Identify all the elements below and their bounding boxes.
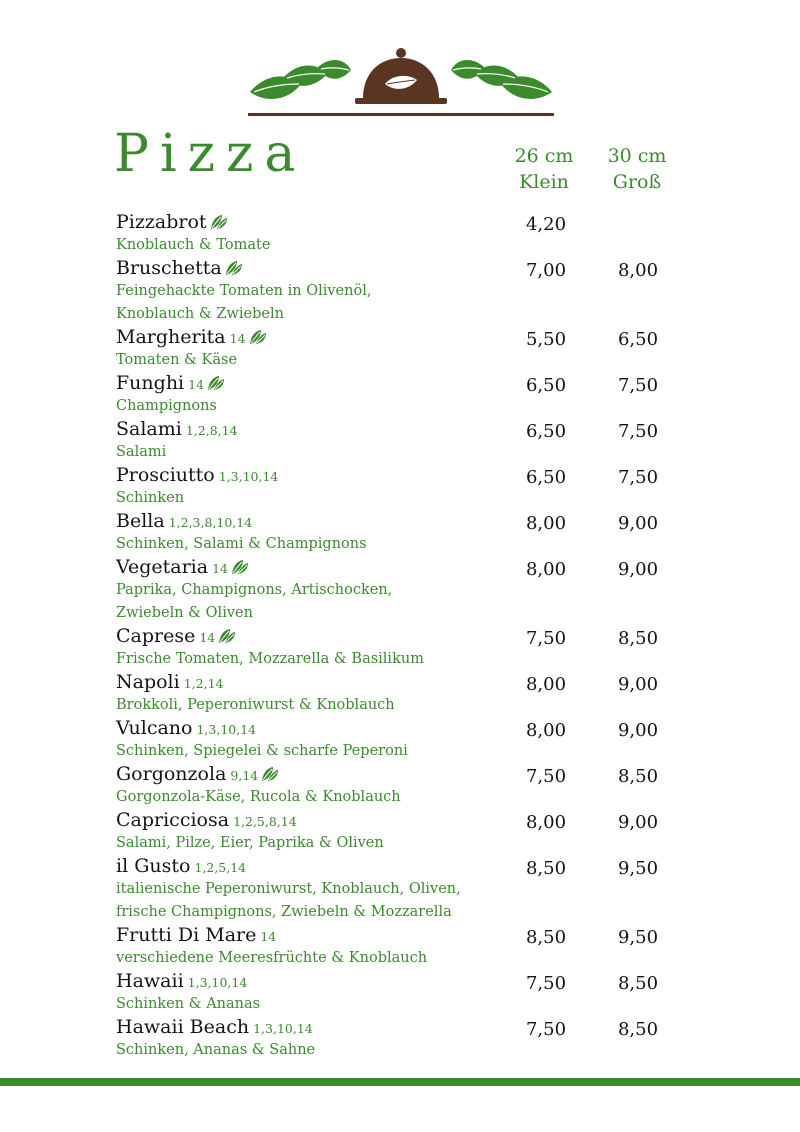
menu-item-line [116,717,716,740]
menu-item-line [116,326,716,349]
vegetarian-leaf-icon [218,627,236,643]
menu-item-line [116,809,716,832]
menu-item-name: Salami [116,418,182,440]
menu-item-description: Champignons [116,398,217,414]
menu-item-name: Prosciutto [116,464,215,486]
size-small-label: Klein [519,171,569,193]
menu-item-line [116,556,716,579]
menu-item-line [116,257,716,280]
price-small: 4,20 [525,214,567,235]
menu-item [116,763,716,809]
price-large: 6,50 [617,329,659,350]
menu-item-line [116,671,716,694]
page-title: Pizza [114,124,307,184]
menu-item-line [116,211,716,234]
price-small: 8,50 [525,927,567,948]
menu-item-line [116,510,716,533]
menu-item-description: Frische Tomaten, Mozzarella & Basilikum [116,651,424,667]
allergen-codes: 14 [199,630,216,645]
price-small: 8,50 [525,858,567,879]
menu-item-line [116,924,716,947]
allergen-codes: 1,3,10,14 [187,975,248,990]
menu-item-description: Schinken, Ananas & Sahne [116,1042,316,1058]
menu-item-description: Paprika, Champignons, Artischocken, [116,582,393,598]
price-large: 9,50 [617,927,659,948]
menu-item [116,510,716,556]
menu-item-description: Zwiebeln & Oliven [116,605,253,621]
menu-item-line [116,855,716,878]
price-small: 6,50 [525,421,567,442]
menu-item-line [116,372,716,395]
price-small: 7,00 [525,260,567,281]
menu-item-name: Napoli [116,671,180,693]
allergen-codes: 14 [260,929,277,944]
vegetarian-leaf-icon [261,765,279,781]
menu-item [116,809,716,855]
size-header-large [592,143,682,195]
price-small: 6,50 [525,467,567,488]
menu-item-description: Schinken, Salami & Champignons [116,536,367,552]
price-small: 8,00 [525,559,567,580]
menu-item-name: Vegetaria [116,556,209,578]
size-large-label: Groß [612,171,662,193]
menu-item-name: Hawaii [116,970,184,992]
menu-item-description: Feingehackte Tomaten in Olivenöl, [116,283,372,299]
menu-item-name: Hawaii Beach [116,1016,250,1038]
menu-item-description: verschiedene Meeresfrüchte & Knoblauch [116,950,428,966]
price-small: 8,00 [525,674,567,695]
price-small: 8,00 [525,513,567,534]
menu-item-line [116,970,716,993]
vegetarian-leaf-icon [207,374,225,390]
menu-item-description: Tomaten & Käse [116,352,238,368]
menu-item-name: Caprese [116,625,196,647]
menu-item-description: Schinken, Spiegelei & scharfe Peperoni [116,743,408,759]
menu-item-name: Vulcano [116,717,193,739]
price-large: 7,50 [617,421,659,442]
price-large: 9,00 [617,513,659,534]
menu-item [116,556,716,625]
menu-item [116,1016,716,1062]
vegetarian-leaf-icon [225,259,243,275]
price-large: 9,00 [617,812,659,833]
menu-item-name: Frutti Di Mare [116,924,257,946]
allergen-codes: 14 [229,331,246,346]
allergen-codes: 1,2,3,8,10,14 [168,515,253,530]
menu-item-name: Capricciosa [116,809,230,831]
menu-item [116,970,716,1016]
price-large: 8,50 [617,1019,659,1040]
price-small: 8,00 [525,720,567,741]
price-small: 6,50 [525,375,567,396]
price-small: 7,50 [525,973,567,994]
price-large: 9,00 [617,720,659,741]
size-header-small [499,143,589,195]
price-large: 7,50 [617,375,659,396]
menu-item [116,372,716,418]
menu-item-description: Schinken & Ananas [116,996,261,1012]
allergen-codes: 1,3,10,14 [218,469,279,484]
menu-item-name: Funghi [116,372,185,394]
menu-item-name: Gorgonzola [116,763,227,785]
menu-item-line [116,1016,716,1039]
price-small: 5,50 [525,329,567,350]
price-small: 7,50 [525,1019,567,1040]
menu-item [116,211,716,257]
price-large: 8,00 [617,260,659,281]
price-large: 7,50 [617,467,659,488]
menu-item-line [116,625,716,648]
price-large: 8,50 [617,766,659,787]
allergen-codes: 1,2,5,8,14 [233,814,297,829]
menu-item-description: Schinken [116,490,185,506]
allergen-codes: 1,3,10,14 [196,722,257,737]
cloche-with-leaves-icon [245,40,557,124]
allergen-codes: 9,14 [230,768,259,783]
price-large: 8,50 [617,628,659,649]
menu-item-description: Gorgonzola-Käse, Rucola & Knoblauch [116,789,401,805]
vegetarian-leaf-icon [231,558,249,574]
menu-item-description: Salami [116,444,167,460]
price-small: 8,00 [525,812,567,833]
allergen-codes: 1,2,14 [183,676,224,691]
menu-item-description: Knoblauch & Tomate [116,237,271,253]
menu-item-line [116,418,716,441]
menu-item [116,464,716,510]
size-large-cm: 30 cm [607,145,667,167]
price-small: 7,50 [525,628,567,649]
menu-item-description: Brokkoli, Peperoniwurst & Knoblauch [116,697,395,713]
menu-item-name: Pizzabrot [116,211,207,233]
menu-item-line [116,763,716,786]
menu-item-description: Knoblauch & Zwiebeln [116,306,284,322]
price-large: 9,00 [617,674,659,695]
allergen-codes: 14 [212,561,228,576]
menu-item [116,924,716,970]
menu-item [116,625,716,671]
menu-item-name: Bruschetta [116,257,222,279]
allergen-codes: 1,3,10,14 [253,1021,313,1036]
price-large: 8,50 [617,973,659,994]
vegetarian-leaf-icon [210,213,228,229]
menu-item-description: Salami, Pilze, Eier, Paprika & Oliven [116,835,384,851]
menu-item [116,418,716,464]
menu-item [116,257,716,326]
menu-item [116,717,716,763]
price-large: 9,50 [617,858,659,879]
menu-item [116,855,716,924]
price-small: 7,50 [525,766,567,787]
footer-bar [0,1078,800,1086]
menu-item-line [116,464,716,487]
menu-item-name: Margherita [116,326,226,348]
size-small-cm: 26 cm [514,145,574,167]
menu-item [116,326,716,372]
menu-item-name: il Gusto [116,855,191,877]
allergen-codes: 14 [188,377,205,392]
menu-item-description: italienische Peperoniwurst, Knoblauch, Oliven, [116,881,461,897]
vegetarian-leaf-icon [249,328,267,344]
menu-item [116,671,716,717]
menu-item-description: frische Champignons, Zwiebeln & Mozzarella [116,904,452,920]
price-large: 9,00 [617,559,659,580]
allergen-codes: 1,2,8,14 [185,423,238,438]
allergen-codes: 1,2,5,14 [194,860,247,875]
menu-item-name: Bella [116,510,165,532]
